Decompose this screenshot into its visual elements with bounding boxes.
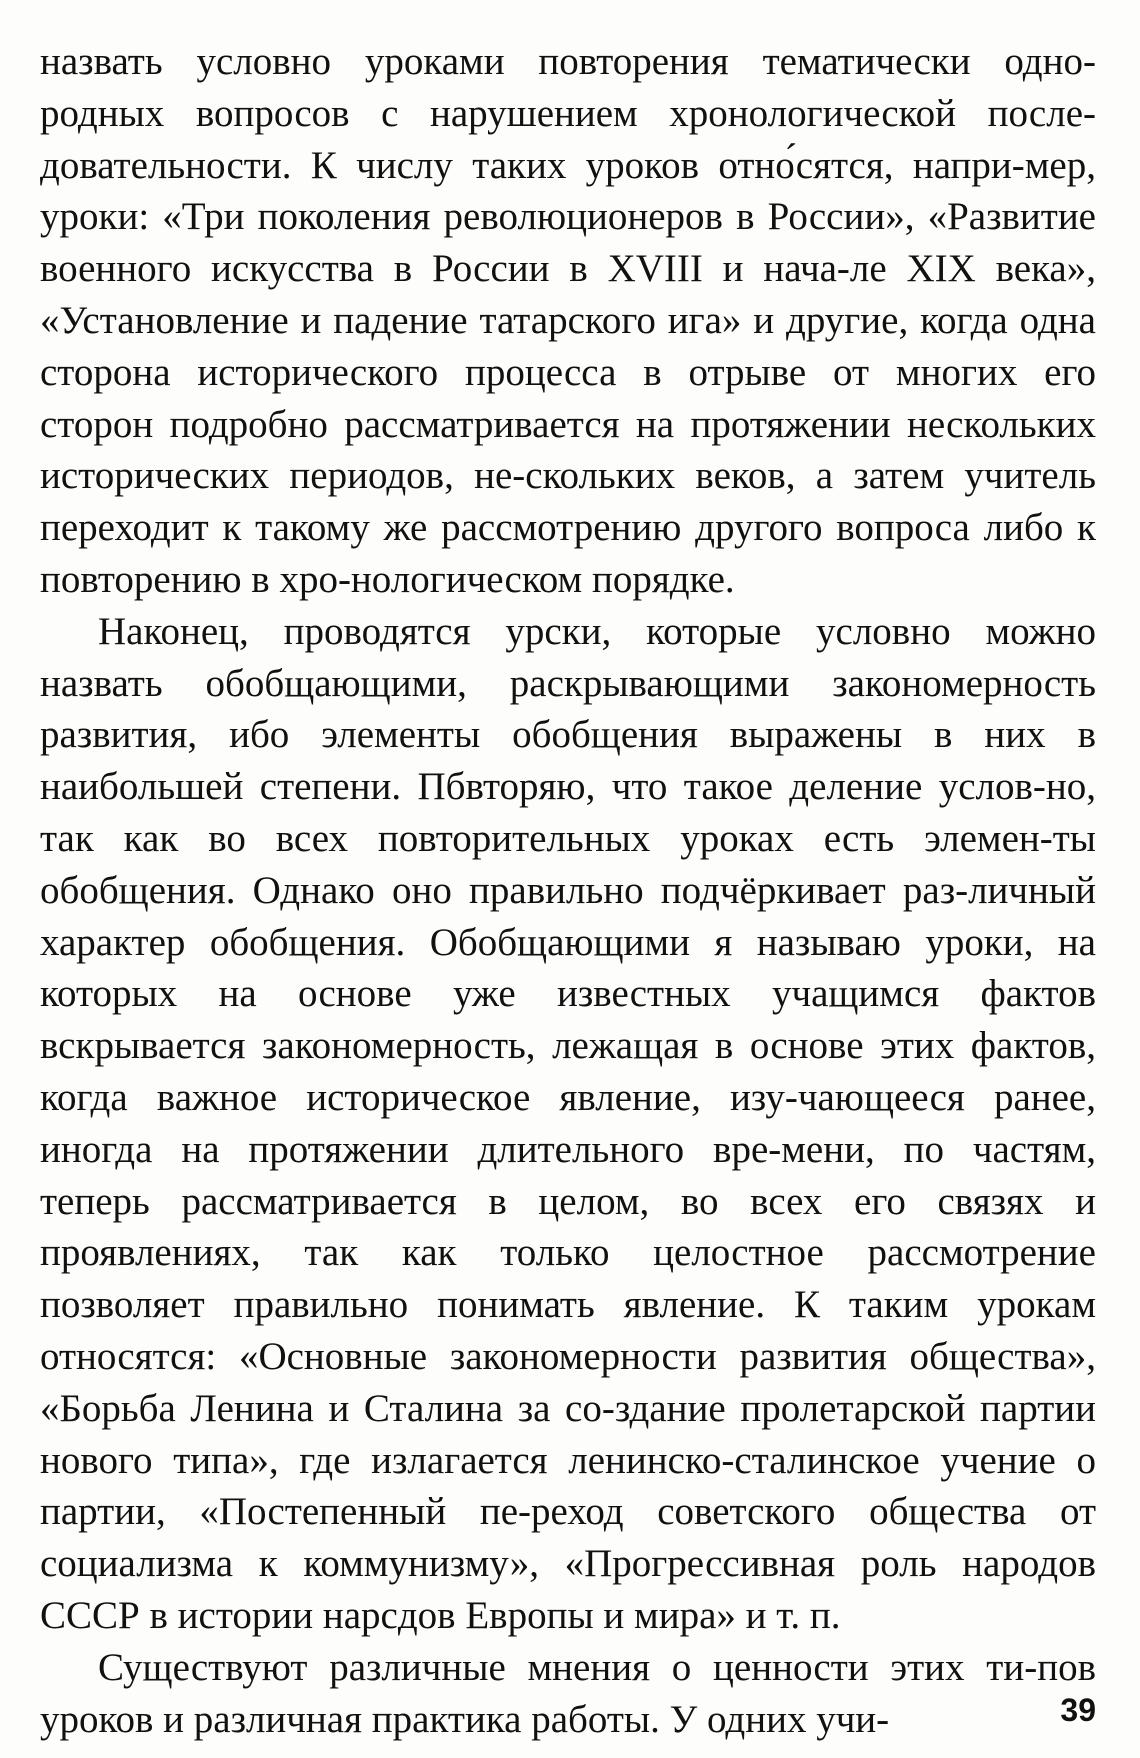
page-body-text (40, 36, 1096, 1745)
paragraph-generalizing-lessons: Наконец, проводятся урски, которые условно можно назвать обобщающими, раскрывающими закономерность развития, ибо элементы обобщения выражены в них в наибольшей степени. Пбвторяю, что такое деление услов-но, так как во всех повторительных уроках есть элемен-ты обобщения. Однако оно правильно подчёркивает раз-личный характер обобщения. Обобщающими я называю уроки, на которых на основе уже известных учащимся фактов вскрывается закономерность, лежащая в основе этих фактов, когда важное историческое явление, изу-чающееся ранее, иногда на протяжении длительного вре-мени, по частям, теперь рассматривается в целом, во всех его связях и проявлениях, так как только целостное рассмотрение позволяет правильно понимать явление. К таким урокам относятся: «Основные закономерности развития общества», «Борьба Ленина и Сталина за со-здание пролетарской партии нового типа», где излагается ленинско-сталинское учение о партии, «Постепенный пе-реход советского общества от социализма к коммунизму», «Прогрессивная роль народов СССР в истории нарсдов Европы и мира» и т. п. (40, 609, 1096, 1637)
page-number: 39 (1060, 1692, 1096, 1728)
paragraph-opinions: Существуют различные мнения о ценности этих ти-пов уроков и различная практика работы. У одних учи- (40, 1645, 1096, 1741)
paragraph-continued: назвать условно уроками повторения тематически одно-родных вопросов с нарушением хронологической после-довательности. К числу таких уроков отно́сятся, напри-мер, уроки: «Три поколения революционеров в России», «Развитие военного искусства в России в XVIII и нача-ле XIX века», «Установление и падение татарского ига» и другие, когда одна сторона исторического процесса в отрыве от многих его сторон подробно рассматривается на протяжении нескольких исторических периодов, не-скольких веков, а затем учитель переходит к такому же рассмотрению другого вопроса либо к повторению в хро-нологическом порядке. (40, 40, 1096, 601)
